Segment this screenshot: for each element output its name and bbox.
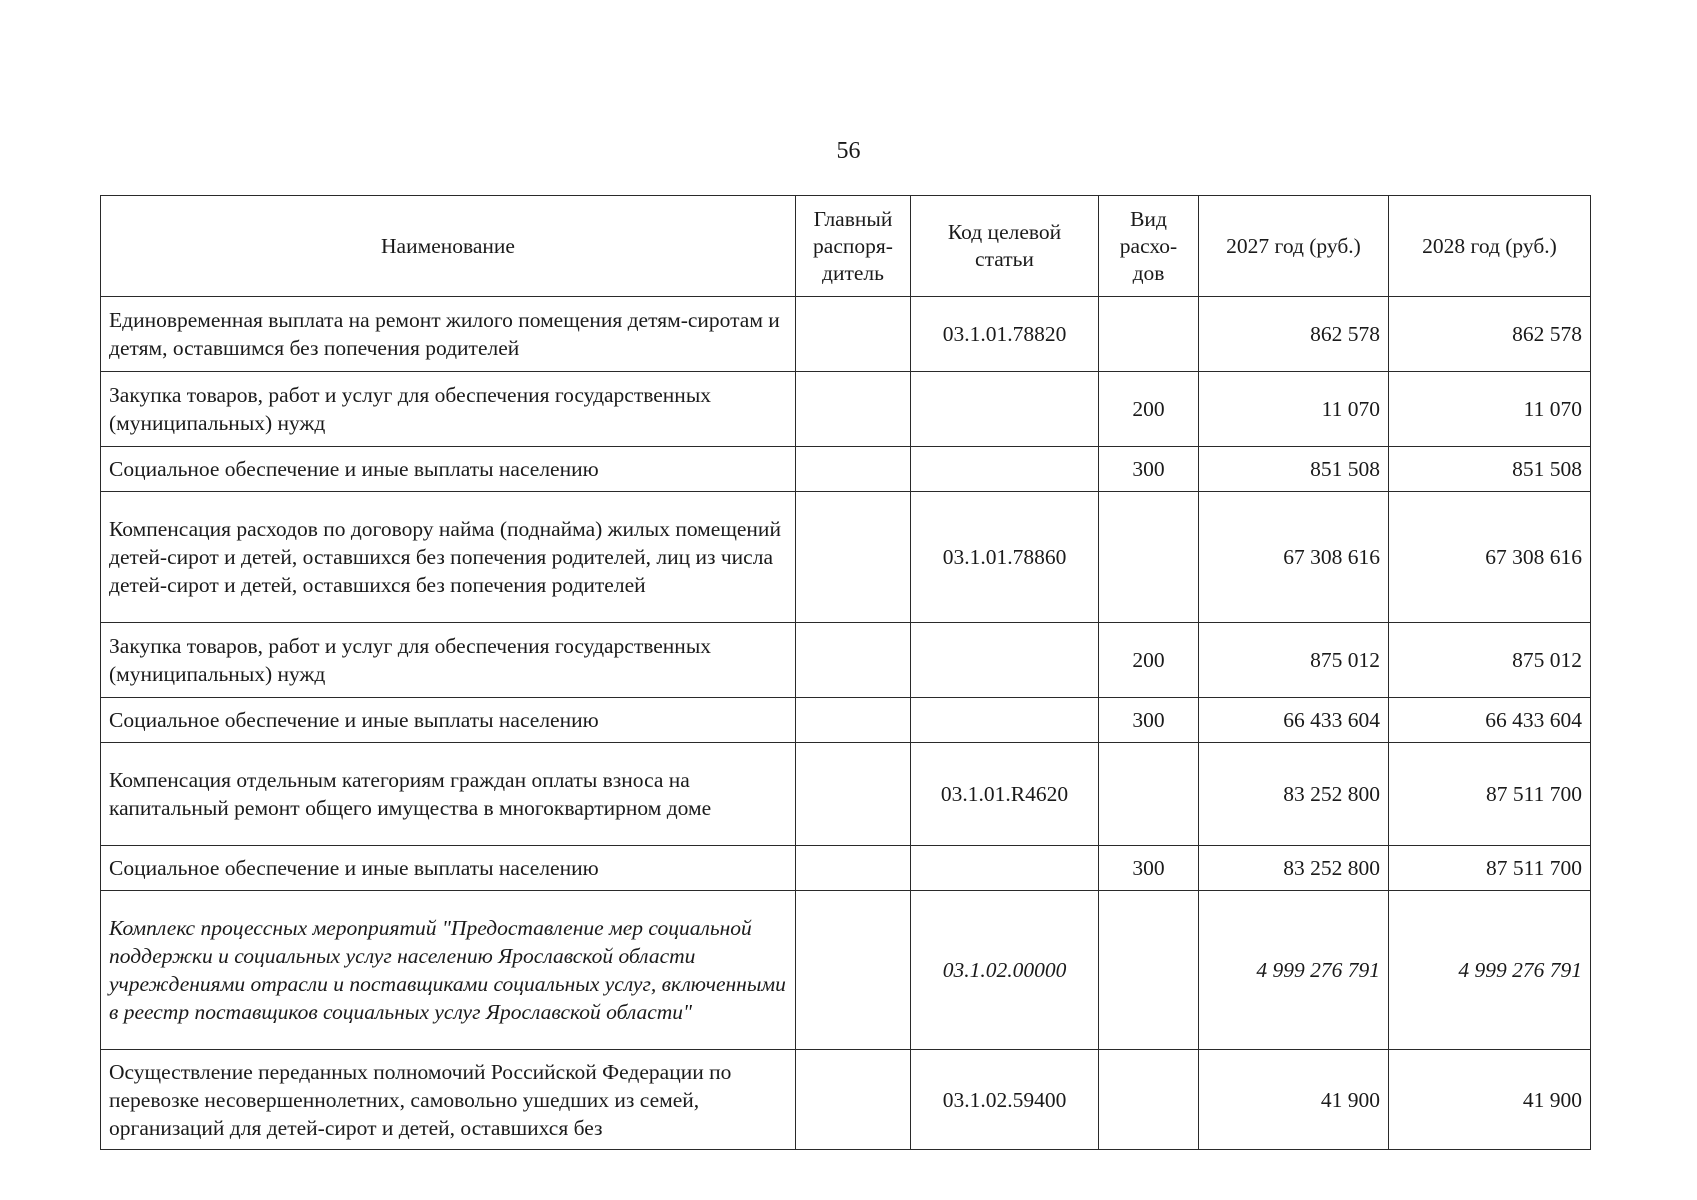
row-name: Закупка товаров, работ и услуг для обеспечения государственных (муниципальных) нужд [101, 623, 796, 698]
row-type: 300 [1099, 447, 1199, 492]
table-row [101, 623, 1591, 698]
page-number: 56 [836, 138, 861, 164]
row-name: Социальное обеспечение и иные выплаты населению [101, 846, 796, 891]
row-2027: 862 578 [1199, 297, 1389, 372]
row-2027: 67 308 616 [1199, 492, 1389, 623]
row-2027: 83 252 800 [1199, 743, 1389, 846]
header-name: Наименование [101, 196, 796, 297]
row-type [1099, 1050, 1199, 1150]
table-row [101, 1050, 1591, 1150]
row-2027: 4 999 276 791 [1199, 891, 1389, 1050]
row-manager [796, 372, 911, 447]
row-2028: 11 070 [1389, 372, 1591, 447]
row-code: 03.1.02.00000 [911, 891, 1099, 1050]
row-manager [796, 447, 911, 492]
table-row [101, 743, 1591, 846]
row-code [911, 698, 1099, 743]
header-type: Вид расхо-дов [1099, 196, 1199, 297]
row-2028: 87 511 700 [1389, 846, 1591, 891]
row-manager [796, 297, 911, 372]
row-2027: 875 012 [1199, 623, 1389, 698]
row-name: Закупка товаров, работ и услуг для обеспечения государственных (муниципальных) нужд [101, 372, 796, 447]
row-type [1099, 743, 1199, 846]
row-name: Осуществление переданных полномочий Российской Федерации по перевозке несовершеннолетних, самовольно ушедших из семей, организаций для детей-сирот и детей, оставшихся без [101, 1050, 796, 1150]
header-manager: Главный распоря-дитель [796, 196, 911, 297]
row-manager [796, 698, 911, 743]
row-code: 03.1.01.R4620 [911, 743, 1099, 846]
table-header-row [101, 196, 1591, 297]
row-name: Социальное обеспечение и иные выплаты населению [101, 447, 796, 492]
row-2027: 41 900 [1199, 1050, 1389, 1150]
budget-table [100, 195, 1591, 1150]
table-row [101, 372, 1591, 447]
row-2028: 66 433 604 [1389, 698, 1591, 743]
row-code [911, 447, 1099, 492]
row-type [1099, 891, 1199, 1050]
row-2028: 87 511 700 [1389, 743, 1591, 846]
row-2028: 4 999 276 791 [1389, 891, 1591, 1050]
row-2028: 41 900 [1389, 1050, 1591, 1150]
header-2028: 2028 год (руб.) [1389, 196, 1591, 297]
table-row [101, 447, 1591, 492]
table-row [101, 297, 1591, 372]
row-code [911, 372, 1099, 447]
row-name: Компенсация расходов по договору найма (поднайма) жилых помещений детей-сирот и детей, оставшихся без попечения родителей, лиц из числа детей-сирот и детей, оставшихся без попечения родителей [101, 492, 796, 623]
row-2027: 83 252 800 [1199, 846, 1389, 891]
table-row [101, 891, 1591, 1050]
row-type [1099, 297, 1199, 372]
row-manager [796, 891, 911, 1050]
row-type: 300 [1099, 698, 1199, 743]
row-2027: 11 070 [1199, 372, 1389, 447]
table-row [101, 698, 1591, 743]
row-2027: 851 508 [1199, 447, 1389, 492]
row-name: Компенсация отдельным категориям граждан оплаты взноса на капитальный ремонт общего имущества в многоквартирном доме [101, 743, 796, 846]
row-2027: 66 433 604 [1199, 698, 1389, 743]
row-name: Комплекс процессных мероприятий "Предоставление мер социальной поддержки и социальных услуг населению Ярославской области учреждениями отрасли и поставщиками социальных услуг, включенными в реестр поставщиков социальных услуг Ярославской области" [101, 891, 796, 1050]
row-type: 300 [1099, 846, 1199, 891]
row-2028: 851 508 [1389, 447, 1591, 492]
row-2028: 862 578 [1389, 297, 1591, 372]
row-code: 03.1.01.78860 [911, 492, 1099, 623]
row-code [911, 846, 1099, 891]
row-type: 200 [1099, 623, 1199, 698]
header-code: Код целевой статьи [911, 196, 1099, 297]
row-type [1099, 492, 1199, 623]
row-manager [796, 743, 911, 846]
row-name: Единовременная выплата на ремонт жилого помещения детям-сиротам и детям, оставшимся без попечения родителей [101, 297, 796, 372]
table-row [101, 846, 1591, 891]
row-manager [796, 623, 911, 698]
row-2028: 67 308 616 [1389, 492, 1591, 623]
row-code: 03.1.02.59400 [911, 1050, 1099, 1150]
row-manager [796, 846, 911, 891]
row-2028: 875 012 [1389, 623, 1591, 698]
header-2027: 2027 год (руб.) [1199, 196, 1389, 297]
table-row [101, 492, 1591, 623]
row-code: 03.1.01.78820 [911, 297, 1099, 372]
row-code [911, 623, 1099, 698]
row-manager [796, 1050, 911, 1150]
row-type: 200 [1099, 372, 1199, 447]
row-manager [796, 492, 911, 623]
row-name: Социальное обеспечение и иные выплаты населению [101, 698, 796, 743]
